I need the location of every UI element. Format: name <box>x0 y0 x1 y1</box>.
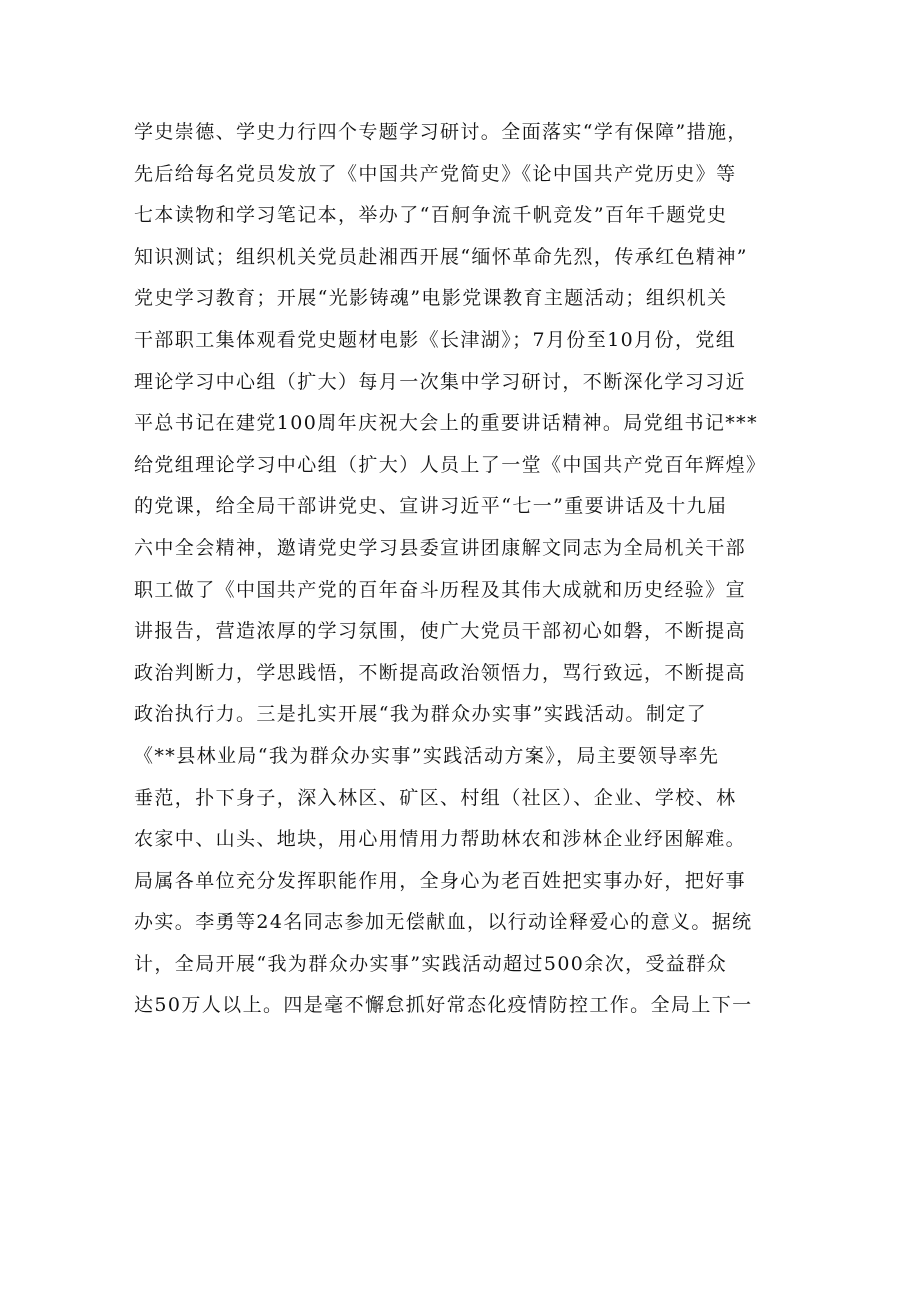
text-line: 给党组理论学习中心组（扩大）人员上了一堂《中国共产党百年辉煌》 <box>134 453 767 476</box>
text-line: 办实。李勇等24名同志参加无偿献血，以行动诠释爱心的意义。据统 <box>134 911 753 934</box>
text-line: 知识测试；组织机关党员赴湘西开展“缅怀革命先烈，传承红色精神” <box>134 245 748 268</box>
text-line: 干部职工集体观看党史题材电影《长津湖》；7月份至10月份，党组 <box>134 328 737 351</box>
text-line: 局属各单位充分发挥职能作用，全身心为老百姓把实事办好，把好事 <box>134 869 747 892</box>
text-line: 达50万人以上。四是毫不懈怠抓好常态化疫情防控工作。全局上下一 <box>134 994 753 1017</box>
text-line: 学史崇德、学史力行四个专题学习研讨。全面落实“学有保障”措施， <box>134 121 748 143</box>
text-line: 六中全会精神，邀请党史学习县委宣讲团康解文同志为全局机关干部 <box>134 536 747 559</box>
text-line: 理论学习中心组（扩大）每月一次集中学习研讨，不断深化学习习近 <box>134 370 747 393</box>
body-text <box>134 112 794 1027</box>
text-line: 党史学习教育；开展“光影铸魂”电影党课教育主题活动；组织机关 <box>134 287 728 310</box>
text-line: 平总书记在建党100周年庆祝大会上的重要讲话精神。局党组书记*** <box>134 412 758 435</box>
text-line: 《**县林业局“我为群众办实事”实践活动方案》，局主要领导率先 <box>134 744 720 767</box>
text-line: 政治执行力。三是扎实开展“我为群众办实事”实践活动。制定了 <box>134 703 708 726</box>
text-line: 职工做了《中国共产党的百年奋斗历程及其伟大成就和历史经验》宣 <box>134 578 747 601</box>
text-line: 先后给每名党员发放了《中国共产党简史》《论中国共产党历史》等 <box>134 162 737 185</box>
text-line: 讲报告，营造浓厚的学习氛围，使广大党员干部初心如磐，不断提高 <box>134 620 747 643</box>
text-line: 的党课，给全局干部讲党史、宣讲习近平“七一”重要讲话及十九届 <box>134 495 728 518</box>
text-line: 垂范，扑下身子，深入林区、矿区、村组（社区）、企业、学校、林 <box>134 786 737 809</box>
text-line: 七本读物和学习笔记本，举办了“百舸争流千帆竞发”百年千题党史 <box>134 204 728 227</box>
text-line: 政治判断力，学思践悟，不断提高政治领悟力，骂行致远，不断提高 <box>134 661 747 684</box>
text-line: 农家中、山头、地块，用心用情用力帮助林农和涉林企业纾困解难。 <box>134 828 747 851</box>
text-line: 计，全局开展“我为群众办实事”实践活动超过500余次，受益群众 <box>134 952 728 975</box>
